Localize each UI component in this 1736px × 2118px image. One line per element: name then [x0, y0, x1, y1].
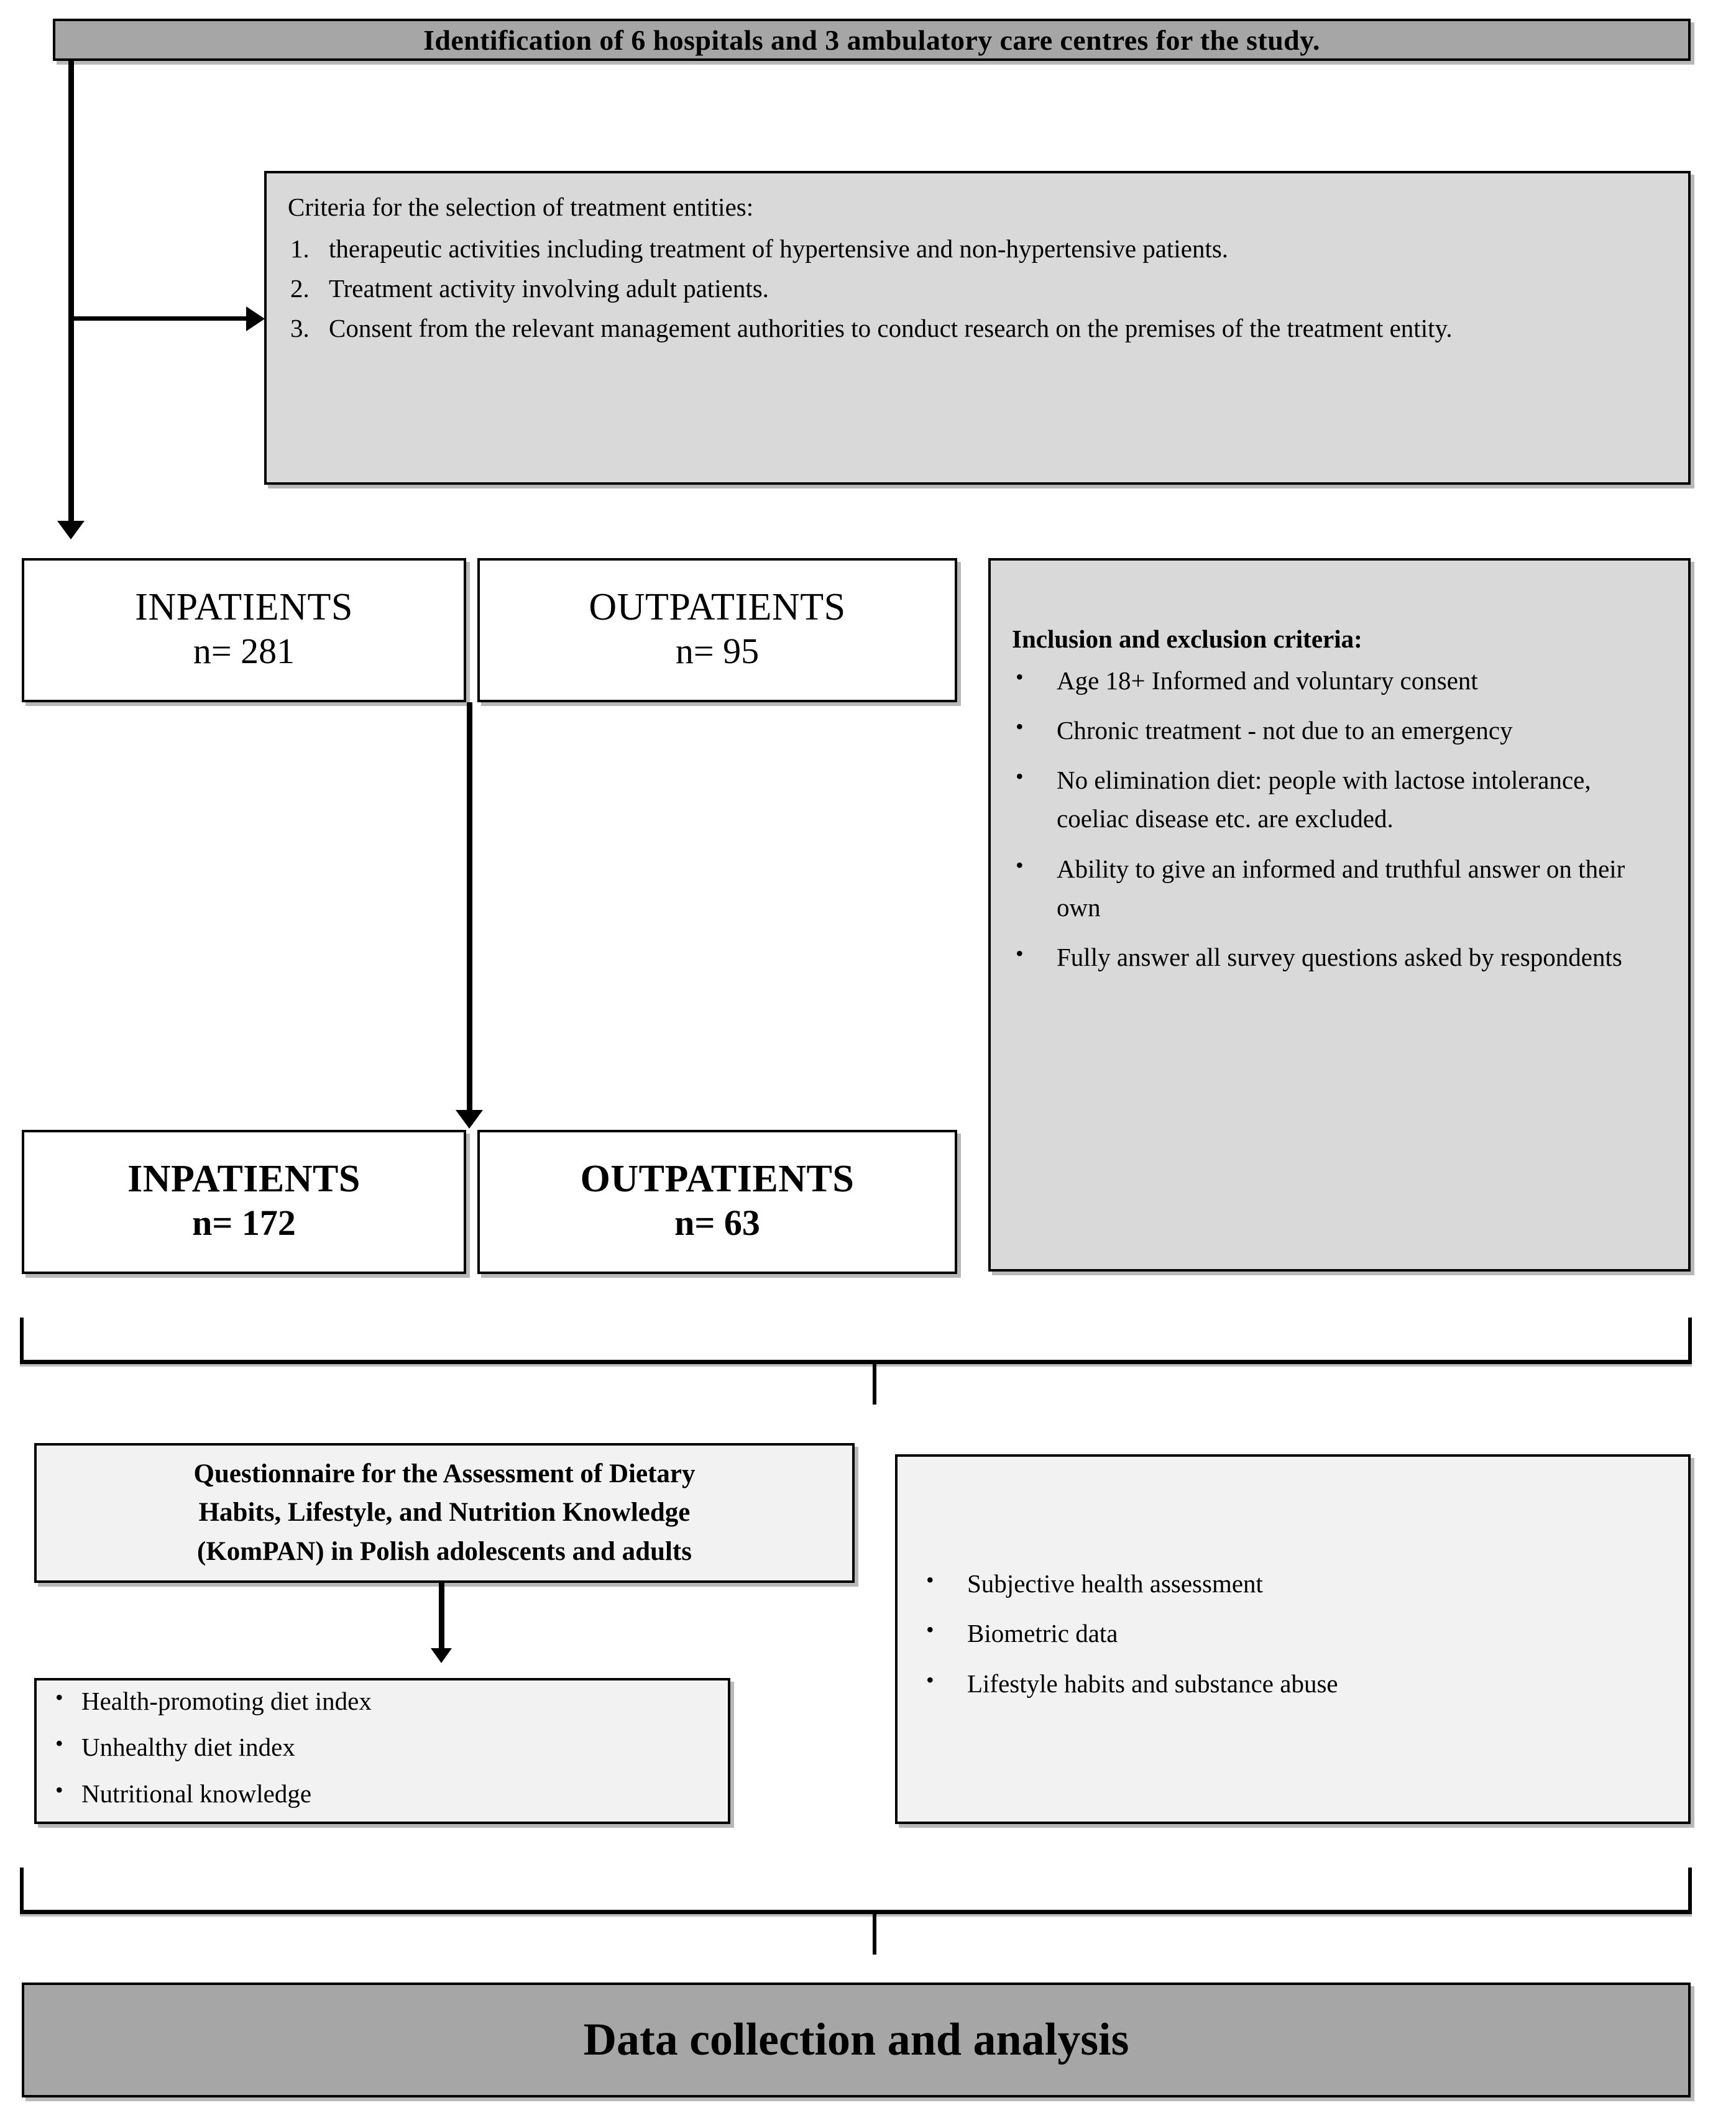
inclusion-exclusion-item: • No elimination diet: people with lactose intolerance, coeliac disease etc. are excluded. [1012, 761, 1667, 838]
row1-to-row2-arrowhead-icon [456, 1110, 483, 1129]
kompan-questionnaire-box [34, 1443, 855, 1583]
outpatients-row2-inner [480, 1132, 955, 1272]
inclusion-exclusion-item: • Age 18+ Informed and voluntary consent [1012, 661, 1667, 700]
inpatients-row2-count: n= 172 [192, 1203, 296, 1244]
kompan-to-indices-line [439, 1583, 444, 1653]
top-identification-box [53, 19, 1691, 61]
brace-connector-lower [20, 1868, 1692, 1961]
outpatients-box-row2 [477, 1130, 957, 1274]
top-box-label: Identification of 6 hospitals and 3 ambulatory care centres for the study. [423, 24, 1320, 56]
selection-criteria-item: Treatment activity involving adult patients. [329, 273, 769, 303]
selection-criteria-list [288, 229, 1667, 349]
health-assessment-item: • Subjective health assessment [922, 1564, 1663, 1603]
kompan-line: Questionnaire for the Assessment of Dietary [193, 1459, 696, 1488]
kompan-line: (KomPAN) in Polish adolescents and adults [197, 1536, 692, 1566]
brace-upper-right-tick [1688, 1318, 1692, 1362]
selection-criteria-heading: Criteria for the selection of treatment entities: [288, 193, 754, 221]
inpatients-box-row2 [22, 1130, 466, 1274]
inpatients-row2-label: INPATIENTS [127, 1158, 361, 1201]
kompan-to-indices-arrowhead-icon [431, 1648, 452, 1663]
outpatients-row2-count: n= 63 [674, 1203, 760, 1244]
bottom-data-collection-box [22, 1983, 1691, 2097]
inclusion-exclusion-list [1012, 661, 1667, 988]
kompan-line: Habits, Lifestyle, and Nutrition Knowledge [198, 1498, 691, 1528]
brace-lower-left-tick [20, 1868, 24, 1912]
health-assessment-inner [898, 1457, 1688, 1822]
bottom-box-inner [24, 1985, 1688, 2095]
diet-indices-box [34, 1678, 730, 1824]
inpatients-row1-count: n= 281 [193, 631, 295, 672]
outpatients-row1-label: OUTPATIENTS [589, 586, 846, 629]
diet-indices-item: • Nutritional knowledge [53, 1774, 712, 1813]
inclusion-exclusion-item: • Fully answer all survey questions asked by respondents [1012, 938, 1667, 976]
brace-upper-left-tick [20, 1318, 24, 1362]
inclusion-exclusion-inner [991, 561, 1688, 1269]
outpatients-box-row1 [477, 558, 957, 702]
inpatients-row1-label: INPATIENTS [135, 586, 353, 629]
inclusion-exclusion-item: • Chronic treatment - not due to an emergency [1012, 711, 1667, 750]
brace-lower-stem [873, 1910, 876, 1955]
inpatients-row2-inner [24, 1132, 464, 1272]
inclusion-exclusion-item: • Ability to give an informed and truthful answer on their own [1012, 850, 1667, 927]
brace-lower-bar [20, 1910, 1692, 1914]
trunk-vertical-line [68, 61, 74, 524]
brace-upper-stem [873, 1360, 876, 1405]
top-box-inner [55, 21, 1688, 58]
health-assessment-item: • Biometric data [922, 1614, 1663, 1653]
diet-indices-item: • Unhealthy diet index [53, 1728, 712, 1766]
outpatients-row2-label: OUTPATIENTS [580, 1158, 855, 1201]
trunk-arrowhead-icon [57, 521, 85, 539]
health-assessment-box [895, 1454, 1691, 1824]
diet-indices-item: • Health-promoting diet index [53, 1682, 712, 1720]
inpatients-row1-inner [24, 561, 464, 700]
brace-upper-bar [20, 1360, 1692, 1364]
inclusion-exclusion-heading: Inclusion and exclusion criteria: [1012, 625, 1362, 653]
brace-connector-upper [20, 1318, 1692, 1411]
outpatients-row1-inner [480, 561, 955, 700]
health-assessment-list [922, 1564, 1663, 1714]
kompan-inner [37, 1446, 852, 1580]
criteria-branch-arrowhead-icon [246, 306, 265, 331]
selection-criteria-box [264, 171, 1691, 485]
criteria-branch-line [68, 316, 249, 321]
diet-indices-list [53, 1682, 712, 1820]
inpatients-box-row1 [22, 558, 466, 702]
health-assessment-item: • Lifestyle habits and substance abuse [922, 1664, 1663, 1703]
selection-criteria-item: Consent from the relevant management authorities to conduct research on the premises of the treatment entity. [329, 314, 1453, 343]
brace-lower-right-tick [1688, 1868, 1692, 1912]
outpatients-row1-count: n= 95 [675, 631, 760, 672]
selection-criteria-inner [267, 173, 1688, 482]
selection-criteria-item: therapeutic activities including treatment of hypertensive and non-hypertensive patients. [329, 234, 1229, 263]
diet-indices-inner [37, 1680, 728, 1822]
bottom-box-label: Data collection and analysis [583, 2014, 1129, 2065]
row1-to-row2-line [467, 702, 472, 1125]
inclusion-exclusion-box [988, 558, 1691, 1272]
